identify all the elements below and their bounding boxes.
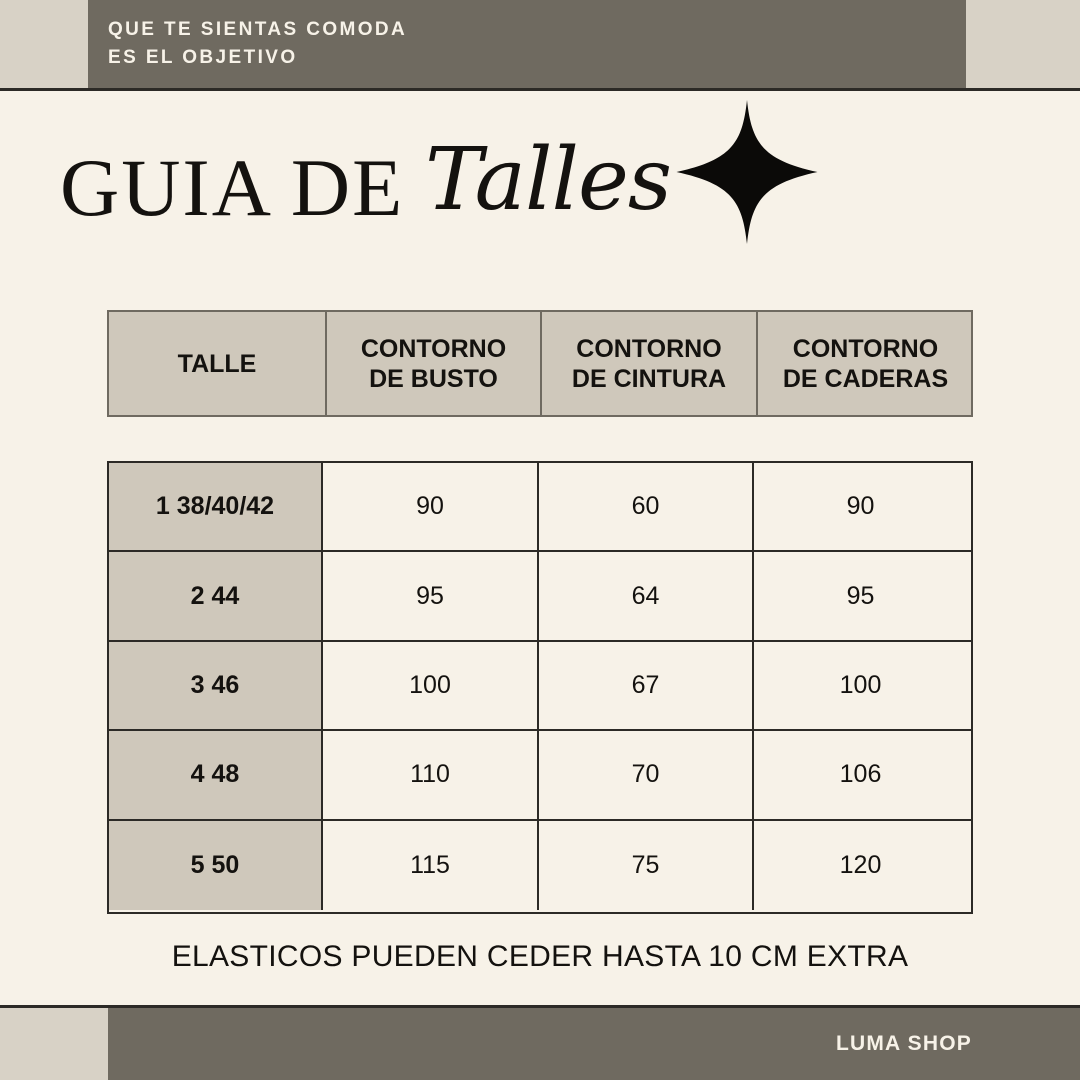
table-cell-busto: 115 [323,821,539,910]
table-cell-busto: 110 [323,731,539,818]
top-banner [88,0,966,88]
size-table-body [107,461,973,914]
table-cell-talle: 1 38/40/42 [109,463,323,550]
table-header-row [107,310,973,417]
table-cell-cintura: 70 [539,731,754,818]
table-header-label-line2: DE BUSTO [369,364,498,393]
table-header-label: TALLE [177,349,257,378]
table-row [109,731,971,820]
page-title-main: GUIA DE [60,142,405,233]
table-header-cell-talle [109,312,327,415]
top-banner-line-1: QUE TE SIENTAS COMODA [108,19,408,40]
table-cell-cintura: 60 [539,463,754,550]
table-cell-busto: 90 [323,463,539,550]
page-title [0,115,1080,285]
table-cell-caderas: 120 [754,821,967,910]
table-cell-busto: 95 [323,552,539,639]
table-cell-caderas: 90 [754,463,967,550]
top-divider [0,88,1080,91]
table-cell-cintura: 67 [539,642,754,729]
table-cell-caderas: 100 [754,642,967,729]
elastic-note: ELASTICOS PUEDEN CEDER HASTA 10 CM EXTRA [171,940,909,973]
table-row [109,463,971,552]
table-row [109,821,971,910]
table-header-cell-busto [327,312,542,415]
table-header-cell-cintura [542,312,758,415]
table-cell-cintura: 64 [539,552,754,639]
table-cell-cintura: 75 [539,821,754,910]
table-header-label-line1: CONTORNO [360,334,507,363]
table-row [109,642,971,731]
table-header-label-line1: CONTORNO [576,334,722,363]
table-row [109,552,971,641]
table-cell-talle: 3 46 [109,642,323,729]
table-header-label-line1: CONTORNO [792,334,939,363]
table-header-label-line2: DE CADERAS [782,364,949,393]
table-header-cell-caderas [758,312,973,415]
table-cell-talle: 2 44 [109,552,323,639]
table-cell-talle: 4 48 [109,731,323,818]
page-title-script: Talles [425,130,671,230]
table-cell-caderas: 95 [754,552,967,639]
table-cell-caderas: 106 [754,731,967,818]
top-banner-line-2: ES EL OBJETIVO [108,47,298,68]
table-cell-busto: 100 [323,642,539,729]
brand-name: LUMA SHOP [835,1032,972,1055]
table-header-label-line2: DE CINTURA [571,364,727,393]
footer-banner [108,1008,1080,1080]
four-point-star-icon [672,97,822,247]
table-cell-talle: 5 50 [109,821,323,910]
